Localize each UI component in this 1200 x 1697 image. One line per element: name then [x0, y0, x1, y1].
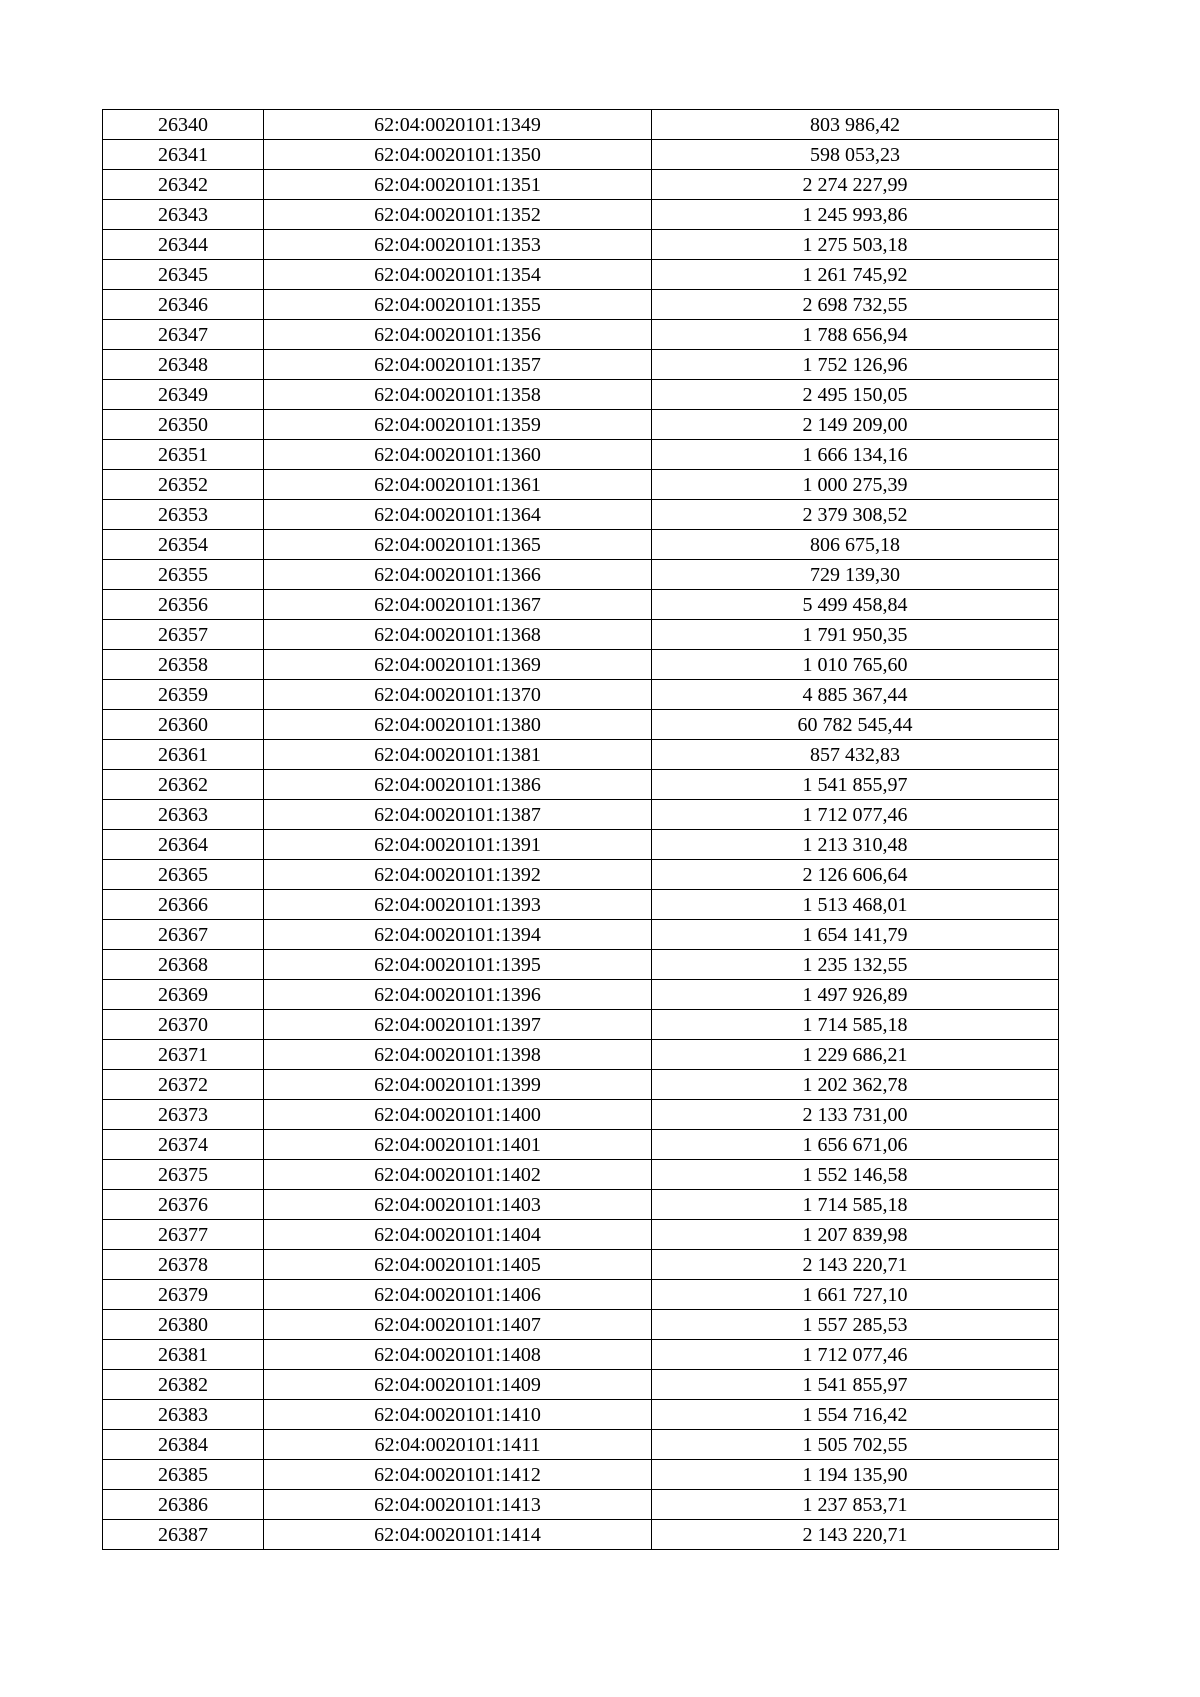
row-number-cell: 26369 [103, 980, 264, 1010]
cadastral-number-cell: 62:04:0020101:1358 [264, 380, 652, 410]
value-cell: 2 379 308,52 [652, 500, 1059, 530]
cadastral-number-cell: 62:04:0020101:1369 [264, 650, 652, 680]
value-cell: 2 274 227,99 [652, 170, 1059, 200]
cadastral-number-cell: 62:04:0020101:1360 [264, 440, 652, 470]
value-cell: 1 194 135,90 [652, 1460, 1059, 1490]
row-number-cell: 26346 [103, 290, 264, 320]
cadastral-number-cell: 62:04:0020101:1352 [264, 200, 652, 230]
row-number-cell: 26345 [103, 260, 264, 290]
value-cell: 1 261 745,92 [652, 260, 1059, 290]
cadastral-number-cell: 62:04:0020101:1402 [264, 1160, 652, 1190]
row-number-cell: 26355 [103, 560, 264, 590]
row-number-cell: 26350 [103, 410, 264, 440]
row-number-cell: 26382 [103, 1370, 264, 1400]
table-row [103, 230, 1059, 260]
value-cell: 1 788 656,94 [652, 320, 1059, 350]
table-row [103, 500, 1059, 530]
table-row [103, 1160, 1059, 1190]
cadastral-number-cell: 62:04:0020101:1395 [264, 950, 652, 980]
row-number-cell: 26354 [103, 530, 264, 560]
row-number-cell: 26378 [103, 1250, 264, 1280]
cadastral-number-cell: 62:04:0020101:1359 [264, 410, 652, 440]
cadastral-number-cell: 62:04:0020101:1370 [264, 680, 652, 710]
table-row [103, 1370, 1059, 1400]
row-number-cell: 26340 [103, 110, 264, 140]
table-row [103, 1010, 1059, 1040]
value-cell: 1 202 362,78 [652, 1070, 1059, 1100]
row-number-cell: 26348 [103, 350, 264, 380]
table-row [103, 110, 1059, 140]
value-cell: 729 139,30 [652, 560, 1059, 590]
table-row [103, 1490, 1059, 1520]
cadastral-number-cell: 62:04:0020101:1408 [264, 1340, 652, 1370]
table-row [103, 890, 1059, 920]
cadastral-number-cell: 62:04:0020101:1410 [264, 1400, 652, 1430]
row-number-cell: 26359 [103, 680, 264, 710]
value-cell: 803 986,42 [652, 110, 1059, 140]
cadastral-number-cell: 62:04:0020101:1413 [264, 1490, 652, 1520]
cadastral-number-cell: 62:04:0020101:1361 [264, 470, 652, 500]
cadastral-number-cell: 62:04:0020101:1398 [264, 1040, 652, 1070]
cadastral-number-cell: 62:04:0020101:1368 [264, 620, 652, 650]
value-cell: 1 275 503,18 [652, 230, 1059, 260]
cadastral-number-cell: 62:04:0020101:1391 [264, 830, 652, 860]
table-row [103, 770, 1059, 800]
cadastral-number-cell: 62:04:0020101:1409 [264, 1370, 652, 1400]
value-cell: 2 495 150,05 [652, 380, 1059, 410]
table-row [103, 1220, 1059, 1250]
table-row [103, 620, 1059, 650]
table-row [103, 950, 1059, 980]
cadastral-number-cell: 62:04:0020101:1399 [264, 1070, 652, 1100]
table-row [103, 680, 1059, 710]
cadastral-number-cell: 62:04:0020101:1349 [264, 110, 652, 140]
value-cell: 1 237 853,71 [652, 1490, 1059, 1520]
value-cell: 1 557 285,53 [652, 1310, 1059, 1340]
cadastral-number-cell: 62:04:0020101:1356 [264, 320, 652, 350]
row-number-cell: 26343 [103, 200, 264, 230]
cadastral-number-cell: 62:04:0020101:1401 [264, 1130, 652, 1160]
value-cell: 2 149 209,00 [652, 410, 1059, 440]
cadastral-number-cell: 62:04:0020101:1365 [264, 530, 652, 560]
value-cell: 1 712 077,46 [652, 800, 1059, 830]
value-cell: 2 133 731,00 [652, 1100, 1059, 1130]
table-row [103, 1430, 1059, 1460]
row-number-cell: 26379 [103, 1280, 264, 1310]
row-number-cell: 26368 [103, 950, 264, 980]
row-number-cell: 26386 [103, 1490, 264, 1520]
value-cell: 1 714 585,18 [652, 1190, 1059, 1220]
cadastral-value-table [102, 109, 1059, 1550]
cadastral-number-cell: 62:04:0020101:1355 [264, 290, 652, 320]
value-cell: 2 698 732,55 [652, 290, 1059, 320]
value-cell: 1 207 839,98 [652, 1220, 1059, 1250]
table-row [103, 1340, 1059, 1370]
row-number-cell: 26353 [103, 500, 264, 530]
cadastral-number-cell: 62:04:0020101:1353 [264, 230, 652, 260]
value-cell: 5 499 458,84 [652, 590, 1059, 620]
table-row [103, 410, 1059, 440]
table-row [103, 920, 1059, 950]
row-number-cell: 26363 [103, 800, 264, 830]
table-row [103, 1070, 1059, 1100]
cadastral-number-cell: 62:04:0020101:1412 [264, 1460, 652, 1490]
row-number-cell: 26377 [103, 1220, 264, 1250]
table-row [103, 170, 1059, 200]
value-cell: 1 791 950,35 [652, 620, 1059, 650]
table-row [103, 710, 1059, 740]
cadastral-number-cell: 62:04:0020101:1367 [264, 590, 652, 620]
cadastral-number-cell: 62:04:0020101:1394 [264, 920, 652, 950]
value-cell: 857 432,83 [652, 740, 1059, 770]
row-number-cell: 26372 [103, 1070, 264, 1100]
cadastral-number-cell: 62:04:0020101:1396 [264, 980, 652, 1010]
value-cell: 1 666 134,16 [652, 440, 1059, 470]
table-row [103, 1520, 1059, 1550]
table-row [103, 200, 1059, 230]
row-number-cell: 26381 [103, 1340, 264, 1370]
table-row [103, 470, 1059, 500]
value-cell: 1 235 132,55 [652, 950, 1059, 980]
table-row [103, 1250, 1059, 1280]
row-number-cell: 26352 [103, 470, 264, 500]
row-number-cell: 26374 [103, 1130, 264, 1160]
table-row [103, 1190, 1059, 1220]
row-number-cell: 26385 [103, 1460, 264, 1490]
row-number-cell: 26365 [103, 860, 264, 890]
cadastral-number-cell: 62:04:0020101:1354 [264, 260, 652, 290]
table-body [103, 110, 1059, 1550]
value-cell: 1 552 146,58 [652, 1160, 1059, 1190]
row-number-cell: 26371 [103, 1040, 264, 1070]
value-cell: 1 554 716,42 [652, 1400, 1059, 1430]
table-row [103, 1130, 1059, 1160]
value-cell: 1 010 765,60 [652, 650, 1059, 680]
table-row [103, 1460, 1059, 1490]
cadastral-number-cell: 62:04:0020101:1411 [264, 1430, 652, 1460]
cadastral-number-cell: 62:04:0020101:1392 [264, 860, 652, 890]
row-number-cell: 26362 [103, 770, 264, 800]
value-cell: 1 654 141,79 [652, 920, 1059, 950]
table-row [103, 650, 1059, 680]
cadastral-number-cell: 62:04:0020101:1357 [264, 350, 652, 380]
table-row [103, 740, 1059, 770]
row-number-cell: 26370 [103, 1010, 264, 1040]
row-number-cell: 26356 [103, 590, 264, 620]
cadastral-number-cell: 62:04:0020101:1387 [264, 800, 652, 830]
cadastral-number-cell: 62:04:0020101:1414 [264, 1520, 652, 1550]
row-number-cell: 26373 [103, 1100, 264, 1130]
value-cell: 2 143 220,71 [652, 1250, 1059, 1280]
cadastral-number-cell: 62:04:0020101:1406 [264, 1280, 652, 1310]
table-row [103, 560, 1059, 590]
cadastral-number-cell: 62:04:0020101:1366 [264, 560, 652, 590]
row-number-cell: 26383 [103, 1400, 264, 1430]
value-cell: 1 661 727,10 [652, 1280, 1059, 1310]
cadastral-number-cell: 62:04:0020101:1350 [264, 140, 652, 170]
table-row [103, 140, 1059, 170]
table-row [103, 860, 1059, 890]
table-row [103, 800, 1059, 830]
value-cell: 1 497 926,89 [652, 980, 1059, 1010]
cadastral-number-cell: 62:04:0020101:1400 [264, 1100, 652, 1130]
cadastral-number-cell: 62:04:0020101:1364 [264, 500, 652, 530]
value-cell: 1 000 275,39 [652, 470, 1059, 500]
row-number-cell: 26384 [103, 1430, 264, 1460]
value-cell: 598 053,23 [652, 140, 1059, 170]
row-number-cell: 26366 [103, 890, 264, 920]
cadastral-number-cell: 62:04:0020101:1407 [264, 1310, 652, 1340]
row-number-cell: 26349 [103, 380, 264, 410]
row-number-cell: 26357 [103, 620, 264, 650]
table-row [103, 320, 1059, 350]
cadastral-number-cell: 62:04:0020101:1380 [264, 710, 652, 740]
table-row [103, 1280, 1059, 1310]
row-number-cell: 26376 [103, 1190, 264, 1220]
row-number-cell: 26344 [103, 230, 264, 260]
row-number-cell: 26380 [103, 1310, 264, 1340]
row-number-cell: 26387 [103, 1520, 264, 1550]
value-cell: 2 143 220,71 [652, 1520, 1059, 1550]
row-number-cell: 26361 [103, 740, 264, 770]
table-row [103, 380, 1059, 410]
cadastral-number-cell: 62:04:0020101:1403 [264, 1190, 652, 1220]
table-row [103, 350, 1059, 380]
table-row [103, 260, 1059, 290]
row-number-cell: 26364 [103, 830, 264, 860]
row-number-cell: 26347 [103, 320, 264, 350]
value-cell: 1 712 077,46 [652, 1340, 1059, 1370]
cadastral-number-cell: 62:04:0020101:1381 [264, 740, 652, 770]
value-cell: 1 229 686,21 [652, 1040, 1059, 1070]
table-row [103, 440, 1059, 470]
table-row [103, 980, 1059, 1010]
cadastral-number-cell: 62:04:0020101:1404 [264, 1220, 652, 1250]
value-cell: 1 541 855,97 [652, 770, 1059, 800]
value-cell: 4 885 367,44 [652, 680, 1059, 710]
table-row [103, 290, 1059, 320]
cadastral-number-cell: 62:04:0020101:1351 [264, 170, 652, 200]
cadastral-number-cell: 62:04:0020101:1397 [264, 1010, 652, 1040]
value-cell: 1 752 126,96 [652, 350, 1059, 380]
table-row [103, 1310, 1059, 1340]
value-cell: 806 675,18 [652, 530, 1059, 560]
row-number-cell: 26367 [103, 920, 264, 950]
value-cell: 1 245 993,86 [652, 200, 1059, 230]
value-cell: 1 714 585,18 [652, 1010, 1059, 1040]
table-row [103, 590, 1059, 620]
table-row [103, 830, 1059, 860]
row-number-cell: 26341 [103, 140, 264, 170]
value-cell: 2 126 606,64 [652, 860, 1059, 890]
row-number-cell: 26358 [103, 650, 264, 680]
row-number-cell: 26360 [103, 710, 264, 740]
value-cell: 1 513 468,01 [652, 890, 1059, 920]
value-cell: 60 782 545,44 [652, 710, 1059, 740]
table-row [103, 1100, 1059, 1130]
row-number-cell: 26375 [103, 1160, 264, 1190]
cadastral-number-cell: 62:04:0020101:1386 [264, 770, 652, 800]
cadastral-number-cell: 62:04:0020101:1393 [264, 890, 652, 920]
value-cell: 1 541 855,97 [652, 1370, 1059, 1400]
row-number-cell: 26351 [103, 440, 264, 470]
table-row [103, 530, 1059, 560]
value-cell: 1 656 671,06 [652, 1130, 1059, 1160]
cadastral-number-cell: 62:04:0020101:1405 [264, 1250, 652, 1280]
value-cell: 1 213 310,48 [652, 830, 1059, 860]
table-row [103, 1400, 1059, 1430]
table-row [103, 1040, 1059, 1070]
row-number-cell: 26342 [103, 170, 264, 200]
value-cell: 1 505 702,55 [652, 1430, 1059, 1460]
